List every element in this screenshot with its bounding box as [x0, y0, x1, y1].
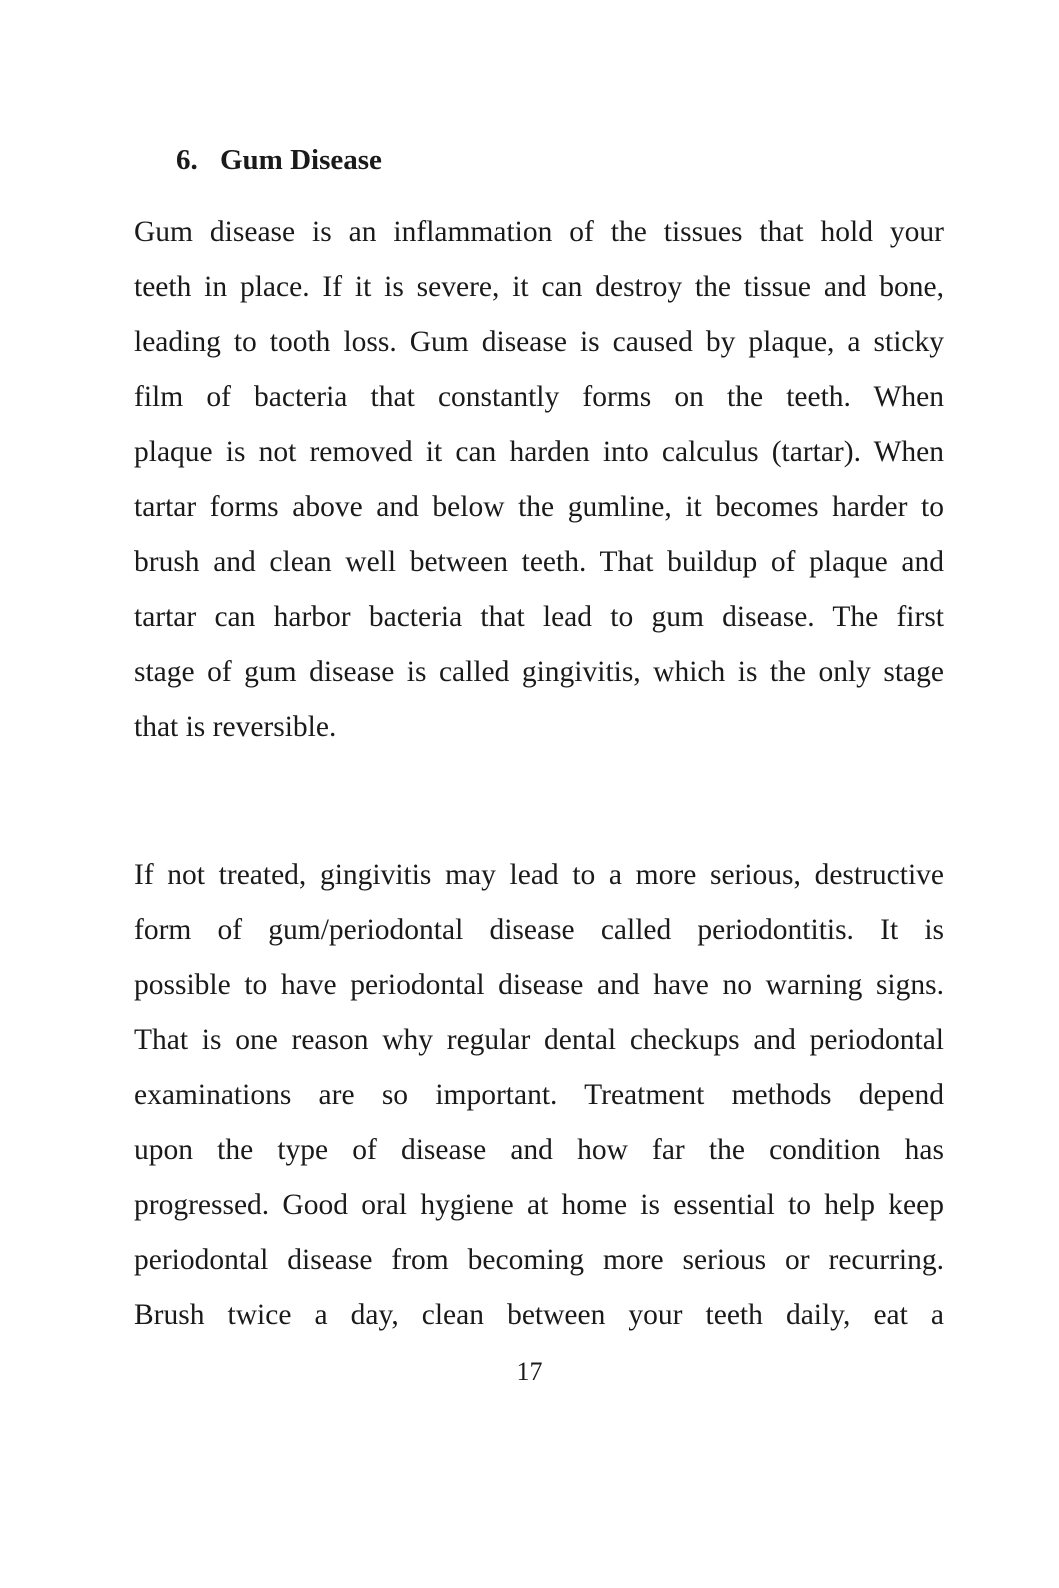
text-line: If not treated, gingivitis may lead to a more serious, destructive	[134, 859, 944, 891]
text-line: upon the type of disease and how far the condition has	[134, 1134, 944, 1166]
section-title: Gum Disease	[220, 144, 382, 176]
section-heading	[176, 140, 382, 180]
page-number: 17	[516, 1357, 543, 1386]
paragraph-1	[134, 205, 944, 755]
text-line: tartar can harbor bacteria that lead to gum disease. The first	[134, 601, 944, 633]
text-line: possible to have periodontal disease and have no warning signs.	[134, 969, 944, 1001]
text-line: plaque is not removed it can harden into calculus (tartar). When	[134, 436, 944, 468]
text-line: Brush twice a day, clean between your teeth daily, eat a	[134, 1299, 944, 1331]
text-line: Gum disease is an inflammation of the tissues that hold your	[134, 216, 944, 248]
text-line: progressed. Good oral hygiene at home is essential to help keep	[134, 1189, 944, 1221]
text-line: periodontal disease from becoming more serious or recurring.	[134, 1244, 944, 1276]
text-line: brush and clean well between teeth. That buildup of plaque and	[134, 546, 944, 578]
text-line: examinations are so important. Treatment methods depend	[134, 1079, 944, 1111]
text-line: tartar forms above and below the gumline, it becomes harder to	[134, 491, 944, 523]
text-line: film of bacteria that constantly forms on the teeth. When	[134, 381, 944, 413]
section-number: 6.	[176, 144, 198, 176]
text-line: That is one reason why regular dental checkups and periodontal	[134, 1024, 944, 1056]
text-line: leading to tooth loss. Gum disease is caused by plaque, a sticky	[134, 326, 944, 358]
text-line: stage of gum disease is called gingivitis, which is the only stage	[134, 656, 944, 688]
text-line: teeth in place. If it is severe, it can destroy the tissue and bone,	[134, 271, 944, 303]
text-line: that is reversible.	[134, 711, 337, 743]
text-line: form of gum/periodontal disease called periodontitis. It is	[134, 914, 944, 946]
paragraph-2	[134, 848, 944, 1343]
